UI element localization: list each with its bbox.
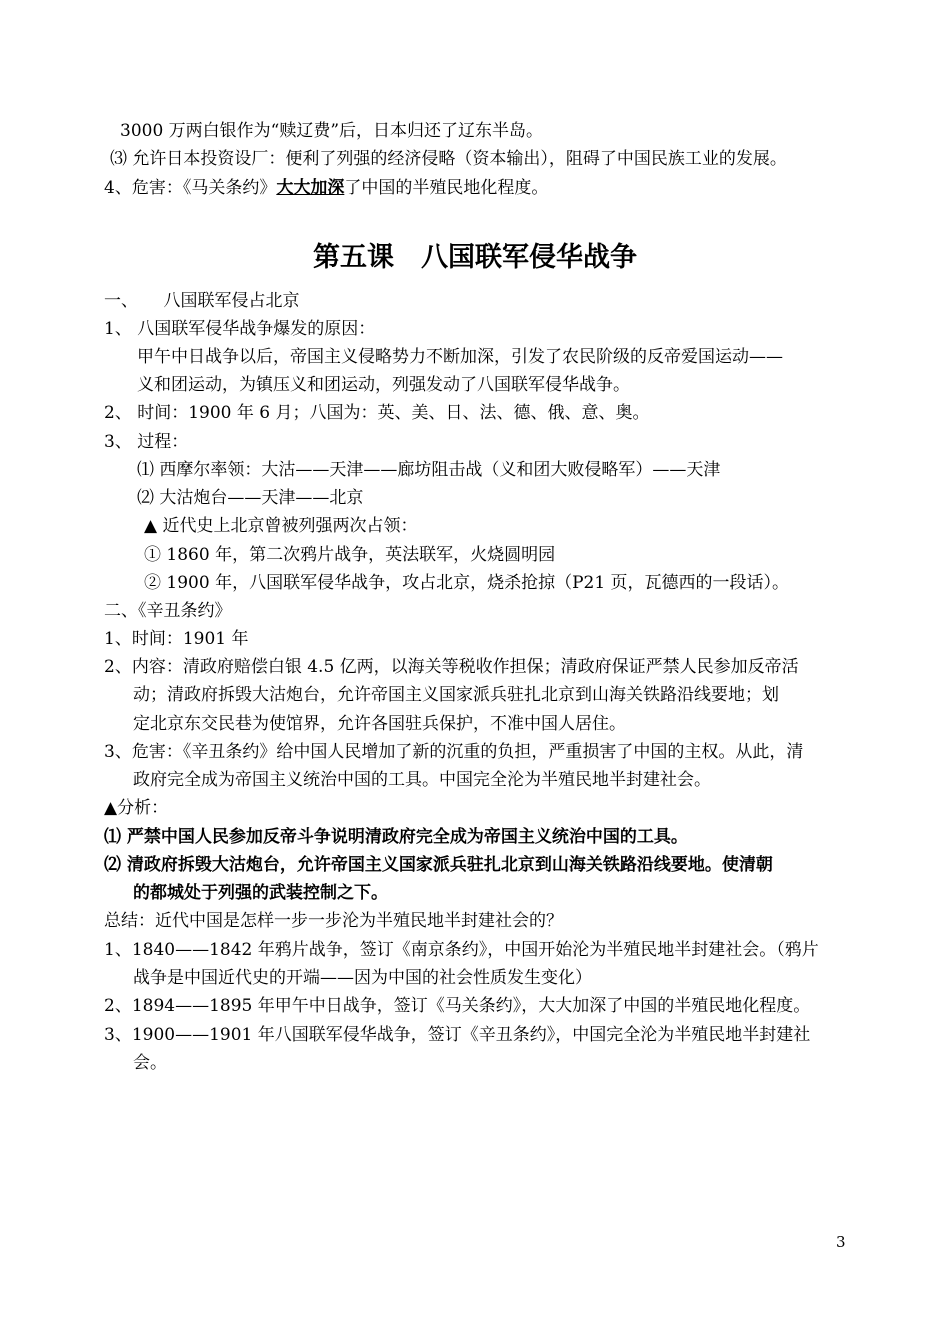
list-item: 2、1894——1895 年甲午中日战争，签订《马关条约》，大大加深了中国的半殖民地化程度。 xyxy=(104,996,811,1016)
section-heading: 一、 八国联军侵占北京 xyxy=(104,291,300,311)
text-line: ② 1900 年，八国联军侵华战争，攻占北京，烧杀抢掠（P21 页，瓦德西的一段话）。 xyxy=(144,573,790,593)
list-item: 3、 过程： xyxy=(104,432,189,452)
bold-line: 的都城处于列强的武装控制之下。 xyxy=(133,883,388,903)
text-line: ▲ 近代史上北京曾被列强两次占领： xyxy=(144,516,418,536)
text-line: 政府完全成为帝国主义统治中国的工具。中国完全沦为半殖民地半封建社会。 xyxy=(133,770,711,790)
bold-line: ⑴ 严禁中国人民参加反帝斗争说明清政府完全成为帝国主义统治中国的工具。 xyxy=(104,827,688,847)
text-line: ⑴ 西摩尔率领：大沽——天津——廊坊阻击战（义和团大败侵略军）——天津 xyxy=(137,460,721,480)
summary-question: 总结：近代中国是怎样一步一步沦为半殖民地半封建社会的？ xyxy=(104,911,563,931)
list-item: 1、1840——1842 年鸦片战争，签订《南京条约》，中国开始沦为半殖民地半封建社会。（鸦片 xyxy=(104,940,819,960)
text-line: 动；清政府拆毁大沽炮台，允许帝国主义国家派兵驻扎北京到山海关铁路沿线要地；划 xyxy=(133,685,779,705)
text-line xyxy=(104,177,548,199)
text-line: 甲午中日战争以后，帝国主义侵略势力不断加深，引发了农民阶级的反帝爱国运动—— xyxy=(137,347,783,367)
text-line: 会。 xyxy=(133,1053,167,1073)
list-item: 2、内容：清政府赔偿白银 4.5 亿两，以海关等税收作担保；清政府保证严禁人民参加反帝活 xyxy=(104,657,799,677)
text-span: 了中国的半殖民地化程度。 xyxy=(344,178,549,198)
list-item: 2、 时间：1900 年 6 月；八国为：英、美、日、法、德、俄、意、奥。 xyxy=(104,403,650,423)
text-line: ⑶ 允许日本投资设厂：便利了列强的经济侵略（资本输出），阻碍了中国民族工业的发展。 xyxy=(110,149,787,169)
list-item: 1、 八国联军侵华战争爆发的原因： xyxy=(104,319,376,339)
list-item: 3、1900——1901 年八国联军侵华战争，签订《辛丑条约》，中国完全沦为半殖民地半封建社 xyxy=(104,1025,811,1045)
text-line: 战争是中国近代史的开端——因为中国的社会性质发生变化） xyxy=(133,968,592,988)
list-item: 3、危害：《辛丑条约》给中国人民增加了新的沉重的负担，严重损害了中国的主权。从此，清 xyxy=(104,742,804,762)
text-span: 4、危害：《马关条约》 xyxy=(104,178,277,198)
text-line: ▲分析： xyxy=(104,798,169,818)
text-line: 定北京东交民巷为使馆界，允许各国驻兵保护，不准中国人居住。 xyxy=(133,714,626,734)
underlined-emphasis: 大大加深 xyxy=(276,178,345,198)
section-heading: 二、《辛丑条约》 xyxy=(104,601,232,621)
lesson-title: 第五课 八国联军侵华战争 xyxy=(313,242,637,273)
bold-line: ⑵ 清政府拆毁大沽炮台，允许帝国主义国家派兵驻扎北京到山海关铁路沿线要地。使清朝 xyxy=(104,855,773,875)
text-line: ① 1860 年，第二次鸦片战争，英法联军，火烧圆明园 xyxy=(144,545,556,565)
text-line: 3000 万两白银作为“赎辽费”后，日本归还了辽东半岛。 xyxy=(120,121,544,141)
page-number: 3 xyxy=(836,1233,846,1251)
list-item: 1、时间：1901 年 xyxy=(104,629,249,649)
text-line: ⑵ 大沽炮台——天津——北京 xyxy=(137,488,364,508)
text-line: 义和团运动，为镇压义和团运动，列强发动了八国联军侵华战争。 xyxy=(137,375,630,395)
